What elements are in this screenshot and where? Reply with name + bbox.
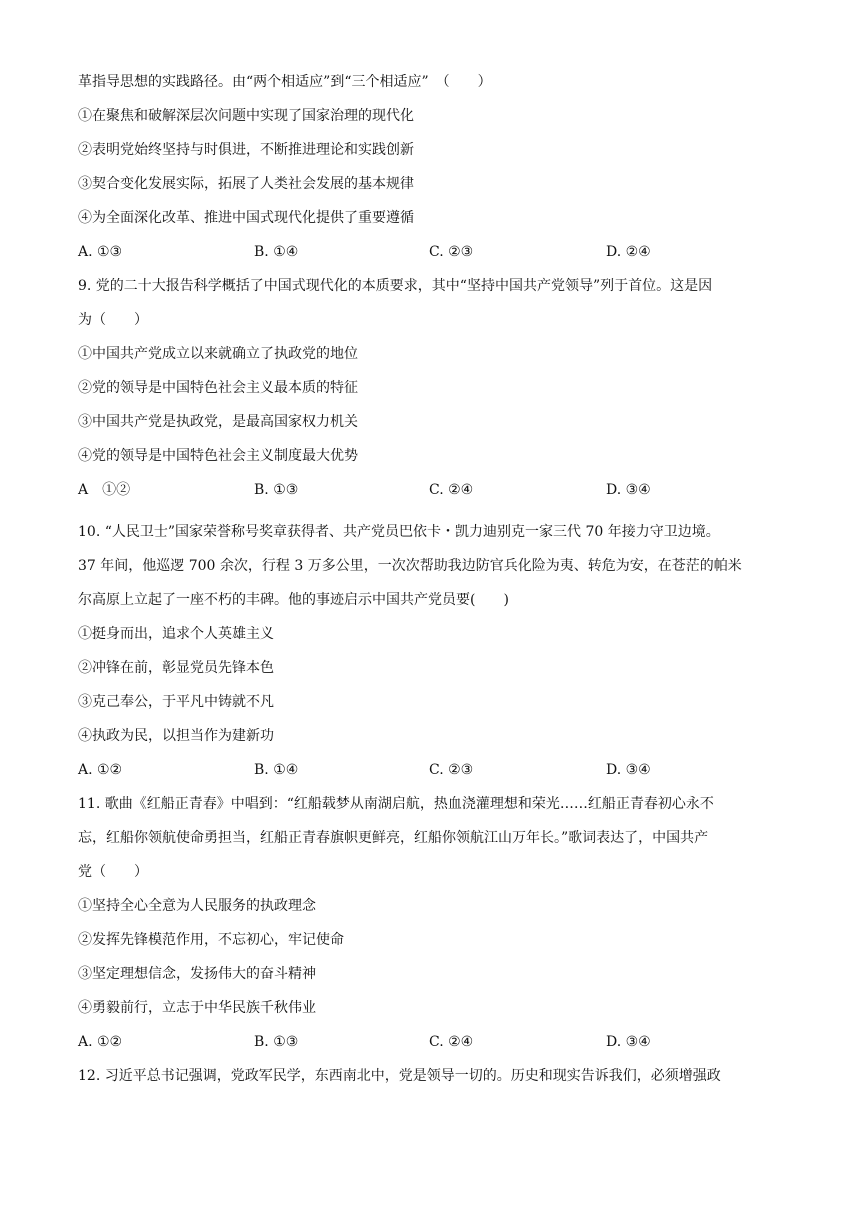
- q9-item-3: ③中国共产党是执政党，是最高国家权力机关: [78, 414, 358, 430]
- q9-option-b[interactable]: B. ①③: [254, 482, 299, 498]
- q9-options: [78, 480, 778, 500]
- q10-item-3: ③克己奉公，于平凡中铸就不凡: [78, 694, 274, 710]
- q11-item-1: ①坚持全心全意为人民服务的执政理念: [78, 898, 316, 914]
- q11-item-2: ②发挥先锋模范作用，不忘初心，牢记使命: [78, 932, 344, 948]
- q9-item-2: ②党的领导是中国特色社会主义最本质的特征: [78, 380, 358, 396]
- q8-options: [78, 242, 778, 262]
- q11-stem-line-1: 11. 歌曲《红船正青春》中唱到：“红船载梦从南湖启航，热血浇灌理想和荣光……红船正青春初心永不: [78, 796, 714, 812]
- q11-item-4: ④勇毅前行，立志于中华民族千秋伟业: [78, 1000, 316, 1016]
- q9-option-c[interactable]: C. ②④: [429, 482, 474, 498]
- q8-option-c[interactable]: C. ②③: [429, 244, 474, 260]
- q8-item-2: ②表明党始终坚持与时俱进，不断推进理论和实践创新: [78, 142, 414, 158]
- q10-item-1: ①挺身而出，追求个人英雄主义: [78, 626, 274, 642]
- q10-stem-line-1: 10. “人民卫士”国家荣誉称号奖章获得者、共产党员巴依卡・凯力迪别克一家三代 70 年接力守卫边境。: [78, 524, 720, 540]
- q10-option-c[interactable]: C. ②③: [429, 762, 474, 778]
- q12-stem-line-1: 12. 习近平总书记强调，党政军民学，东西南北中，党是领导一切的。历史和现实告诉我们，必须增强政: [78, 1068, 721, 1084]
- q10-option-b[interactable]: B. ①④: [254, 762, 299, 778]
- q8-option-b[interactable]: B. ①④: [254, 244, 299, 260]
- q10-option-d[interactable]: D. ③④: [606, 762, 651, 778]
- q9-stem-line-1: 9. 党的二十大报告科学概括了中国式现代化的本质要求，其中“坚持中国共产党领导”列于首位。这是因: [78, 278, 713, 294]
- q9-stem-line-2: 为（ ）: [78, 312, 148, 328]
- q11-option-b[interactable]: B. ①③: [254, 1034, 299, 1050]
- q8-stem-tail: 革指导思想的实践路径。由“两个相适应”到“三个相适应” （ ）: [78, 74, 492, 90]
- q11-option-c[interactable]: C. ②④: [429, 1034, 474, 1050]
- q11-option-a[interactable]: A. ①②: [78, 1034, 123, 1050]
- q8-item-4: ④为全面深化改革、推进中国式现代化提供了重要遵循: [78, 210, 414, 226]
- q10-stem-line-2: 37 年间，他巡逻 700 余次，行程 3 万多公里，一次次帮助我边防官兵化险为夷、转危为安，在苍茫的帕米: [78, 558, 742, 574]
- q11-stem-line-3: 党（ ）: [78, 864, 148, 880]
- q9-item-1: ①中国共产党成立以来就确立了执政党的地位: [78, 346, 358, 362]
- q8-option-d[interactable]: D. ②④: [606, 244, 651, 260]
- q10-item-2: ②冲锋在前，彰显党员先锋本色: [78, 660, 274, 676]
- q9-item-4: ④党的领导是中国特色社会主义制度最大优势: [78, 448, 358, 464]
- q11-options: [78, 1032, 778, 1052]
- q10-item-4: ④执政为民，以担当作为建新功: [78, 728, 274, 744]
- q11-option-d[interactable]: D. ③④: [606, 1034, 651, 1050]
- q11-item-3: ③坚定理想信念，发扬伟大的奋斗精神: [78, 966, 316, 982]
- q8-item-3: ③契合变化发展实际，拓展了人类社会发展的基本规律: [78, 176, 414, 192]
- q10-options: [78, 760, 778, 780]
- q8-option-a[interactable]: A. ①③: [78, 244, 123, 260]
- q9-option-a[interactable]: A ①②: [78, 482, 131, 498]
- q8-item-1: ①在聚焦和破解深层次问题中实现了国家治理的现代化: [78, 108, 414, 124]
- q11-stem-line-2: 忘，红船你领航使命勇担当，红船正青春旗帜更鲜亮，红船你领航江山万年长。”歌词表达了，中国共产: [78, 830, 709, 846]
- q10-option-a[interactable]: A. ①②: [78, 762, 123, 778]
- q9-option-d[interactable]: D. ③④: [606, 482, 651, 498]
- q10-stem-line-3: 尔高原上立起了一座不朽的丰碑。他的事迹启示中国共产党员要( ): [78, 592, 509, 608]
